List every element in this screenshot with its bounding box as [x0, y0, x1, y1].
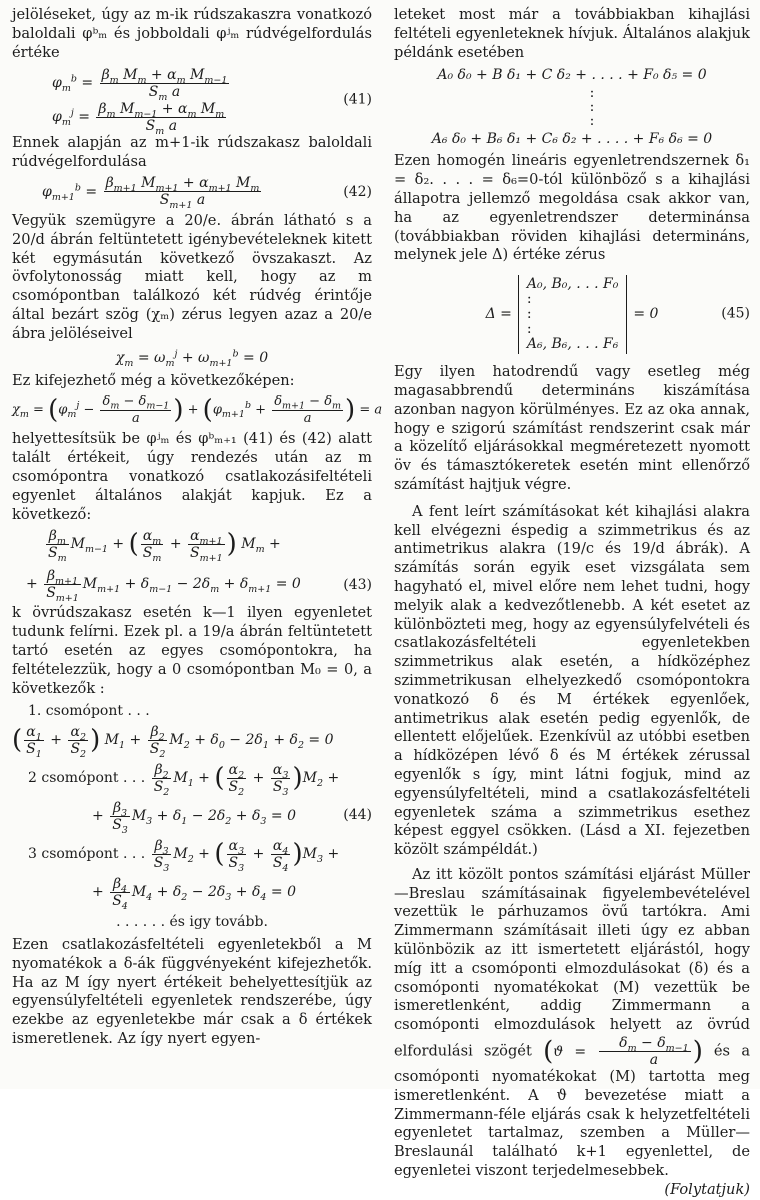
paragraph: A fent leírt számításokat két kihajlási alakra kell elvégezni éspedig a szimmetrikus és az antimetrikus alakra (19/c és 19/d ábrák). A számítás során egyik eset vizsgálata sem hagyható el, mivel előre nem lehet tudni, hogy melyik alak a kedvezőtlenebb. A két esetet az különbözteti meg, hogy az egyensúlyfelvételi és csatlakozásfeltételi egyenletekben szimmetrikus alak esetén, a hídközéphez szimmetrikusan elhelyezkedő csomópontokra vonatkozó δ és M értékek egyenlőek, antimetrikus alak esetén pedig egyenlők, de ellentett előjelűek. Ezenkívül az utóbbi esetben a hídközépen lévő δ és M értékek zérussal egyenlők s így, mint látni fogjuk, mind az egyensúlyfeltételi, mind a csatlakozásfeltételi egyenletek száma a szimmetrikus esethez képest eggyel csökken. (Lásd a XI. fejezetben közölt számpéldát.)	[394, 502, 750, 859]
paragraph: Vegyük szemügyre a 20/e. ábrán látható s a 20/d ábrán feltüntetett igénybevételeknek kitett két egymásután következő övszakaszt. Az övfolytonosság miatt kell, hogy az m csomópontban találkozó két rúdvég érintője által bezárt szög (χₘ) zérus legyen azaz a 20/e ábra jelöléseivel	[12, 211, 372, 342]
determinant-rhs: = 0	[633, 305, 659, 322]
equation-chi: $\chi_m = \omega_m^j + \omega_{m+1}^b = 0$	[115, 347, 269, 369]
theta-expression: (ϑ = $\frac{\delta_m - \delta_{m-1}}{a}$ )	[543, 1035, 703, 1069]
right-column	[394, 6, 750, 1200]
equation-chi-expanded: $\chi_m = (\varphi_m^j$ − $\frac{\delta_m - \delta_{m-1}}{a}$ ) + ($\varphi_{m+1}^b$ + $\frac{\delta_{m+1} - \delta_m}{a}$ ) = a	[12, 393, 383, 426]
equation-node-3-block	[12, 835, 372, 911]
paragraph: jelöléseket, úgy az m-ik rúdszakaszra vonatkozó baloldali φᵇₘ és jobboldali φʲₘ rúdvégelfordulás értéke	[12, 6, 372, 61]
paragraph: Ennek alapján az m+1-ik rúdszakasz baloldali rúdvégelfordulása	[12, 134, 372, 171]
paragraph-part-a: Az itt közölt pontos számítási eljárást Müller—Breslau számításainak figyelembevételével vezettük le párhuzamos övű tartókra. Ami Zimmermann számításait illeti úgy ez abban különbözik az itt ismertetett eljárástól, hogy míg itt a csomóponti elmozdulásokat (δ) és a csomóponti nyomatékokat (M) vezettük be ismeretlenként, addig Zimmermann a csomóponti elmozdulások helyett az övrúd elfordulási szögét	[394, 865, 750, 1060]
equation-node-3b: + $\frac{\beta_4}{S_4}$ $M_4 + \delta_2 - 2\delta_3 + \delta_4 = 0$	[92, 875, 296, 912]
paragraph: helyettesítsük be φʲₘ és φᵇₘ₊₁ (41) és (42) alatt talált értékeit, úgy rendezés után az m csomópontra vonatkozó csatlakozásifeltételi egyenlet általános alakját kapjuk. Ez a következő:	[12, 430, 372, 523]
equation-node-2b: + $\frac{\beta_3}{S_3}$ $M_3 + \delta_1 - 2\delta_2 + \delta_3 = 0$	[92, 799, 296, 836]
paragraph: Ezen homogén lineáris egyenletrendszernek δ₁ = δ₂. . . . = δ₆=0-tól különböző s a kihajlási állapotra jellemző megoldása csak akkor van, ha az egyenletrendszer determinánsa (továbbiakban röviden kihajlási determináns, melynek jele Δ) értéke zérus	[394, 152, 750, 264]
and-so-on: . . . . . . és igy tovább.	[116, 914, 268, 931]
equation-44-block	[12, 759, 372, 835]
determinant-lhs: Δ =	[485, 305, 512, 322]
equation-number: (42)	[343, 183, 372, 200]
equation-node-3a: 3 csomópont . . . $\frac{\beta_3}{S_3}$ $M_2$ + ( $\frac{\alpha_3}{S_3}$ + $\frac{\alpha_4}{S_4}$ )$M_3$ +	[28, 837, 340, 874]
system-row-1: A₀ δ₀ + B δ₁ + C δ₂ + . . . . + F₀ δ₅ = 0	[437, 67, 707, 84]
determinant-matrix	[518, 275, 627, 354]
equation-system	[394, 64, 750, 150]
paragraph	[394, 866, 750, 1181]
equation-node-1: ( $\frac{\alpha_1}{S_1}$ + $\frac{\alpha_2}{S_2}$ ) $M_1$ + $\frac{\beta_2}{S_2}$ $M_2 + \delta_0 - 2\delta_1 + \delta_2 = 0$	[12, 723, 334, 760]
node-1-label: 1. csomópont . . .	[28, 703, 150, 720]
paragraph: Egy ilyen hatodrendű vagy esetleg még magasabbrendű determináns kiszámítása azonban nagyon körülményes. Ez az oka annak, hogy e szigorú számítást rendszerint csak már a közelítő eljárásokkal megméretezett nyomott öv és támasztókeretek esetén mint ellenőrző számítást hajtjuk végre.	[394, 363, 750, 493]
equation-41b: $\varphi_m^j$ = $\frac{\beta_m M_{m-1} + \alpha_m M_m}{S_m a}$	[52, 100, 225, 137]
node-2-label: 2 csomópont . . .	[28, 770, 146, 787]
equation-43-block	[12, 524, 372, 604]
equation-45-block	[394, 271, 750, 357]
paragraph: leteket most már a továbbiakban kihajlási feltételi egyenleteknek hívjuk. Általános alakjuk példánk esetében	[394, 6, 750, 61]
determinant-row-1: A₀, B₀, . . . F₀	[526, 275, 619, 292]
continued-label: (Folytatjuk)	[664, 1180, 750, 1198]
equation-number: (44)	[343, 807, 372, 824]
left-column	[12, 6, 383, 1049]
system-row-6: A₆ δ₀ + B₆ δ₁ + C₆ δ₂ + . . . . + F₆ δ₆ = 0	[431, 131, 713, 148]
equation-42-block: $\varphi_{m+1}^b$ = $\frac{\beta_{m+1} M_{m+1} + \alpha_{m+1} M_m}{S_{m+1} a}$ (42)	[12, 172, 372, 212]
equation-number: (41)	[343, 91, 372, 108]
node-3-label: 3 csomópont . . .	[28, 846, 146, 863]
determinant-row-6: A₆, B₆, . . . F₆	[526, 335, 619, 352]
system-dots: : : :	[589, 85, 595, 130]
paragraph-part-b: és a csomóponti nyomatékokat (M) tartotta meg ismeretlenként. A ϑ bevezetése miatt a Zimmermann-féle eljárás csak k helyzetfeltételi egyenletet tartalmaz, szemben a Müller—Breslaunál található k+1 egyenlettel, de egyenletei viszont terjedelmesebbek.	[394, 1042, 751, 1180]
equation-41a: $\varphi_m^b$ = $\frac{\beta_m M_m + \alpha_m M_{m-1}}{S_m a}$	[52, 66, 228, 103]
equation-41-block	[12, 66, 372, 137]
paragraph: Ezen csatlakozásfeltételi egyenletekből a M nyomatékok a δ-ák függvényeként kifejezhetők. Ha az M így nyert értékeit behelyettesítjük az egyensúlyfeltételi egyenletek rendszerébe, úgy ezekbe az egyenletekbe már csak a δ értékek ismeretlenek. Az így nyert egyen-	[12, 935, 372, 1047]
equation-43a: $\frac{\beta_m}{S_m}$ $M_{m-1}$ + ( $\frac{\alpha_m}{S_m}$ + $\frac{\alpha_{m+1}}{S_{m+1}}$ ) $M_m$ +	[48, 527, 281, 564]
paragraph: k övrúdszakasz esetén k—1 ilyen egyenletet tudunk felírni. Ezek pl. a 19/a ábrán feltüntetett tartó esetén az egyes csomópontokra, ha feltételezzük, hogy a 0 csomópontban M₀ = 0, a következők :	[12, 604, 372, 697]
paragraph: Ez kifejezhető még a következőképen:	[12, 371, 295, 389]
equation-43b: + $\frac{\beta_{m+1}}{S_{m+1}}$ $M_{m+1} + \delta_{m-1} - 2\delta_m + \delta_{m+1} = 0$	[26, 567, 301, 604]
equation-number: (45)	[721, 305, 750, 322]
equation-node-2a: 2 csomópont . . . $\frac{\beta_2}{S_2}$ $M_1$ + ( $\frac{\alpha_2}{S_2}$ + $\frac{\alpha_3}{S_3}$ )$M_2$ +	[28, 761, 340, 798]
determinant-dots: : : :	[526, 290, 532, 337]
equation-number: (43)	[343, 576, 372, 593]
